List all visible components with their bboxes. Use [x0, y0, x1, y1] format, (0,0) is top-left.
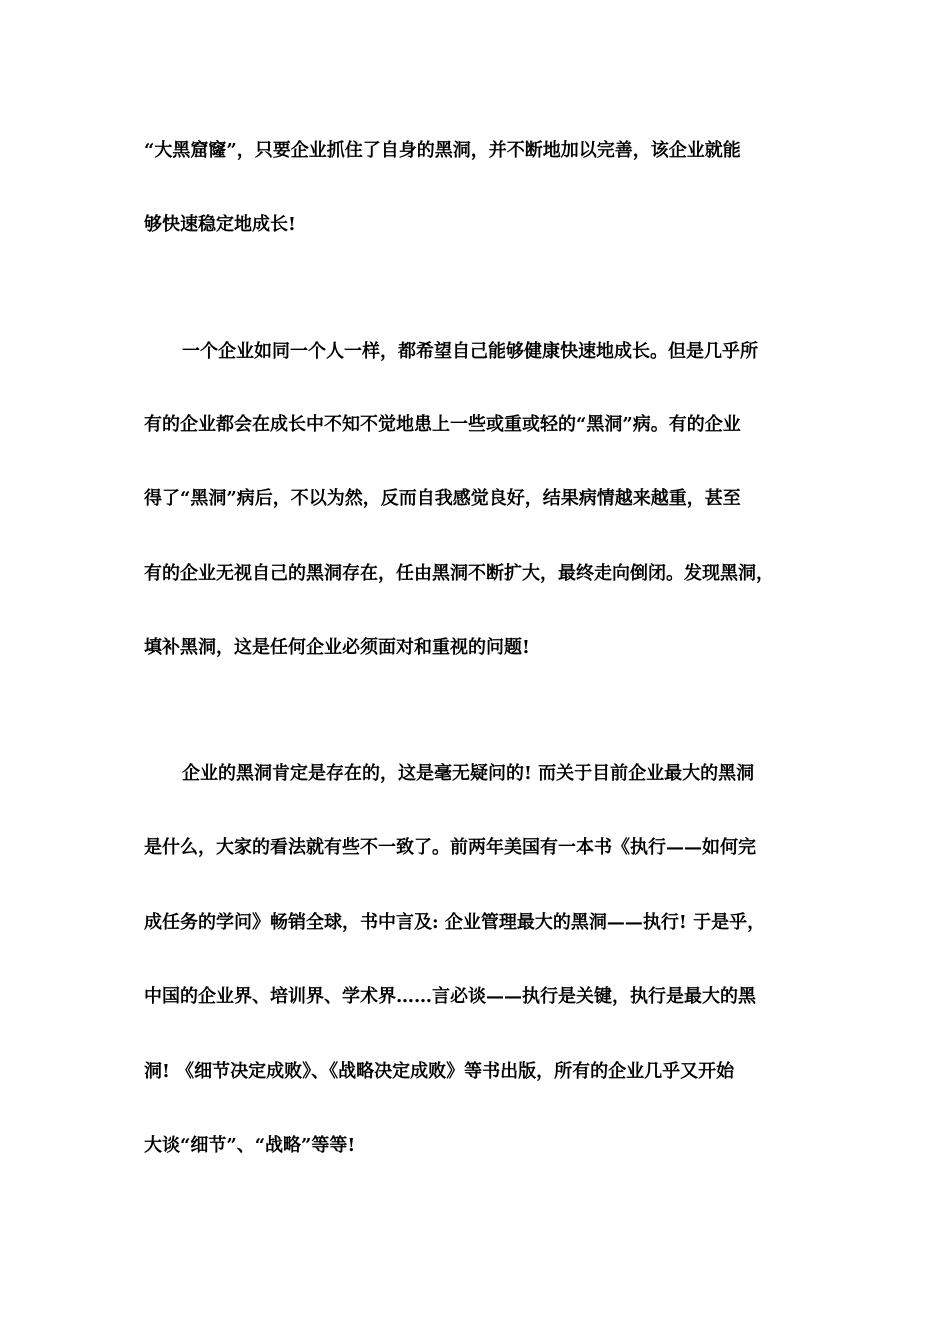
text-line: 得了“黑洞”病后，不以为然，反而自我感觉良好，结果病情越来越重，甚至 — [144, 488, 741, 509]
text-line: 大谈“细节”、“战略”等等! — [144, 1135, 356, 1156]
text-line: 中国的企业界、培训界、学术界……言必谈——执行是关键，执行是最大的黑 — [144, 986, 756, 1007]
text-line: 有的企业都会在成长中不知不觉地患上一些或重或轻的“黑洞”病。有的企业 — [144, 414, 741, 435]
text-line: 有的企业无视自己的黑洞存在，任由黑洞不断扩大，最终走向倒闭。发现黑洞， — [144, 563, 774, 584]
text-line: 成任务的学问》畅销全球，书中言及: 企业管理最大的黑洞——执行! 于是乎， — [144, 912, 766, 933]
text-line: 填补黑洞，这是任何企业必须面对和重视的问题! — [144, 637, 530, 658]
text-line: 一个企业如同一个人一样，都希望自己能够健康快速地成长。但是几乎所 — [182, 341, 758, 362]
text-line: 够快速稳定地成长! — [144, 214, 296, 235]
text-line: 是什么，大家的看法就有些不一致了。前两年美国有一本书《执行——如何完 — [144, 837, 756, 858]
text-line: 企业的黑洞肯定是存在的，这是毫无疑问的! 而关于目前企业最大的黑洞 — [182, 763, 755, 784]
text-line: 洞! 《细节决定成败》、《战略决定成败》等书出版，所有的企业几乎又开始 — [144, 1061, 735, 1082]
text-line: “大黑窟窿”，只要企业抓住了自身的黑洞，并不断地加以完善，该企业就能 — [144, 140, 741, 161]
